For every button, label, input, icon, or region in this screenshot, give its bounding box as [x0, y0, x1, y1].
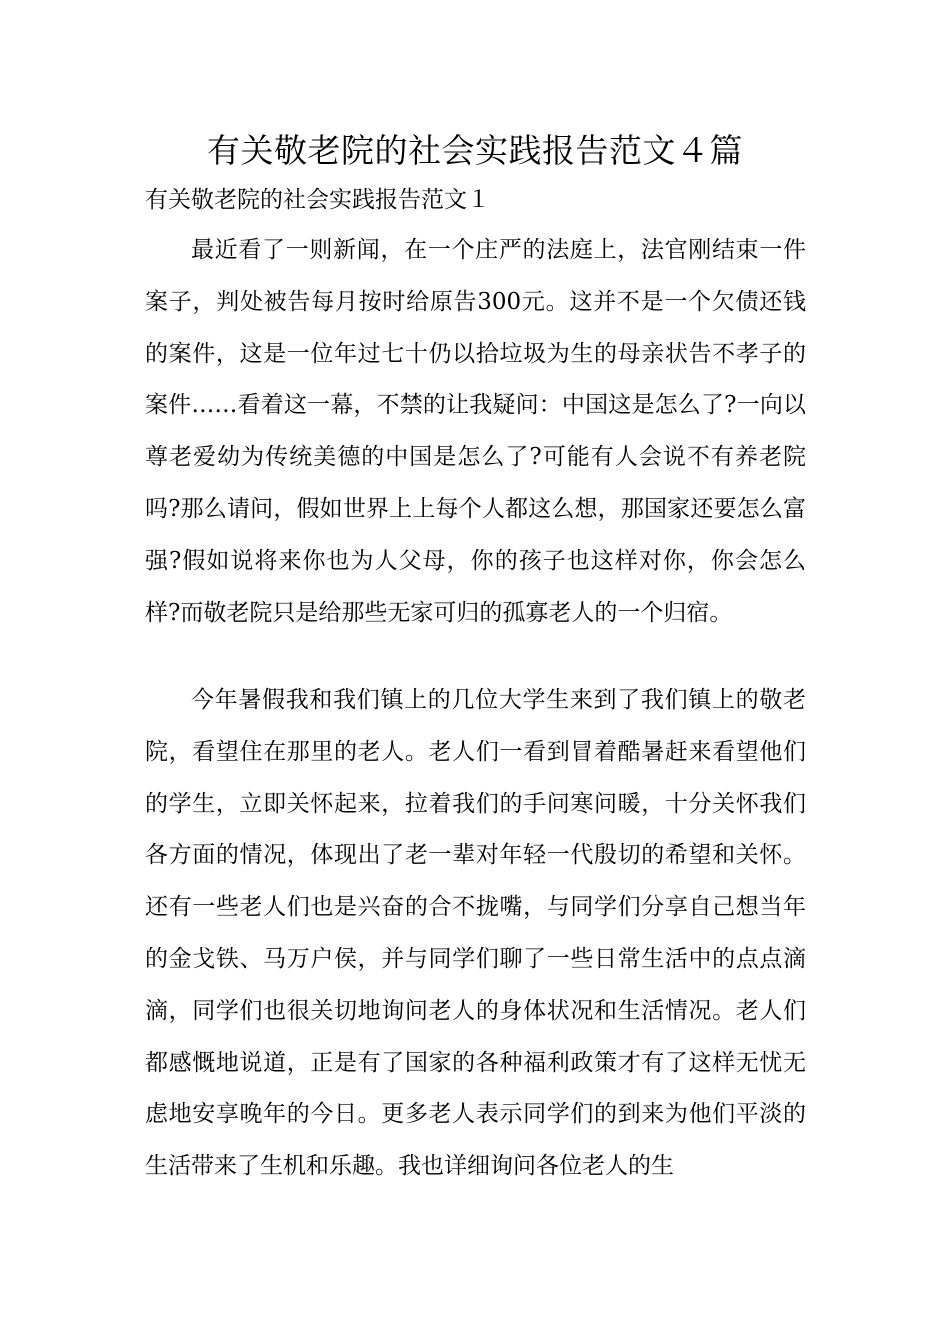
document-title: 有关敬老院的社会实践报告范文４篇 — [207, 131, 743, 170]
paragraph-2: 今年暑假我和我们镇上的几位大学生来到了我们镇上的敬老院，看望住在那里的老人。老人们一看到冒着酷暑赶来看望他们的学生，立即关怀起来，拉着我们的手问寒问暖，十分关怀我们各方面的情况，体现出了老一辈对年轻一代殷切的希望和关怀。还有一些老人们也是兴奋的合不拢嘴，与同学们分享自己想当年的金戈铁、马万户侯，并与同学们聊了一些日常生活中的点点滴滴，同学们也很关切地询问老人的身体状况和生活情况。老人们都感慨地说道，正是有了国家的各种福利政策才有了这样无忧无虑地安享晚年的今日。更多老人表示同学们的到来为他们平淡的生活带来了生机和乐趣。我也详细询问各位老人的生 — [145, 687, 806, 1180]
section-heading: 有关敬老院的社会实践报告范文１ — [145, 187, 490, 213]
paragraph-1: 最近看了一则新闻，在一个庄严的法庭上，法官刚结束一件案子，判处被告每月按时给原告300元。这并不是一个欠债还钱的案件，这是一位年过七十仍以拾垃圾为生的母亲状告不孝子的案件……看着这一幕，不禁的让我疑问：中国这是怎么了?一向以尊老爱幼为传统美德的中国是怎么了?可能有人会说不有养老院吗?那么请问，假如世界上上每个人都这么想，那国家还要怎么富强?假如说将来你也为人父母，你的孩子也这样对你，你会怎么样?而敬老院只是给那些无家可归的孤寡老人的一个归宿。 — [145, 237, 806, 626]
